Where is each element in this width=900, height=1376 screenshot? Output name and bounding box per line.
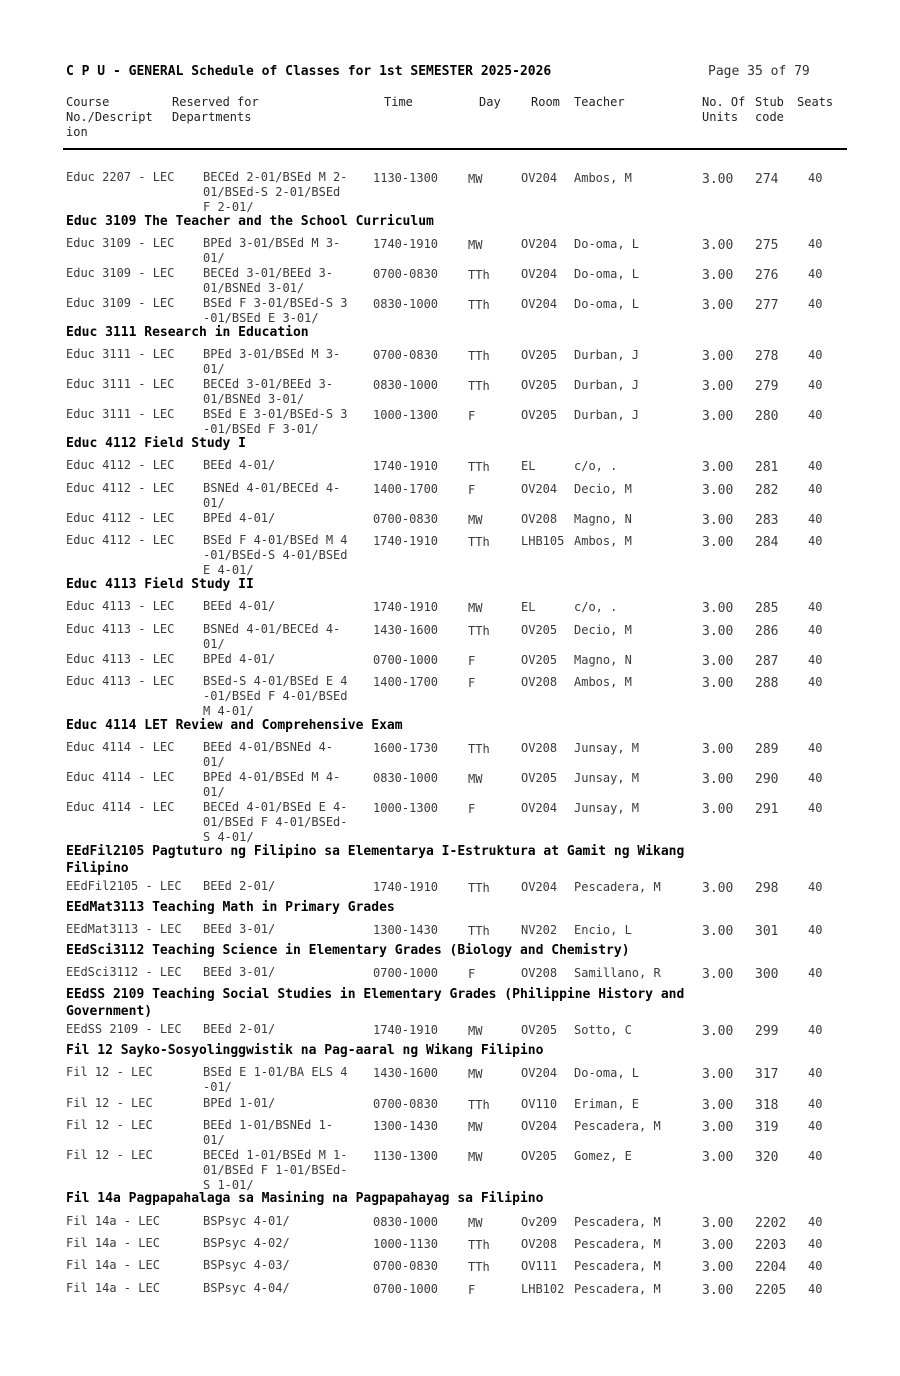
row-course-no: Fil 14a - LEC — [66, 1281, 160, 1295]
row-class-day: MW — [468, 238, 483, 252]
row-reserved-departments: BPEd 3-01/BSEd M 3- 01/ — [203, 347, 341, 376]
row-stub-code: 279 — [755, 379, 779, 394]
row-stub-code: 283 — [755, 513, 779, 528]
row-course-no: EEdSS 2109 - LEC — [66, 1022, 182, 1036]
col-header-seats: Seats — [797, 95, 834, 109]
row-seats: 40 — [808, 1282, 823, 1296]
row-class-day: TTh — [468, 742, 490, 756]
row-class-time: 0830-1000 — [373, 378, 439, 392]
row-stub-code: 290 — [755, 772, 779, 787]
col-header-day: Day — [479, 95, 501, 109]
row-reserved-departments: BPEd 1-01/ — [203, 1096, 276, 1110]
row-seats: 40 — [808, 297, 823, 311]
row-course-no: Fil 12 - LEC — [66, 1118, 153, 1132]
row-reserved-departments: BEEd 4-01/BSNEd 4- 01/ — [203, 740, 334, 769]
col-header-reserved: Reserved for Departments — [172, 95, 259, 124]
row-seats: 40 — [808, 237, 823, 251]
row-reserved-departments: BEEd 4-01/ — [203, 599, 276, 613]
row-room: OV205 — [521, 378, 558, 392]
course-section-title: Educ 3111 Research in Education — [66, 325, 309, 340]
page-number: Page 35 of 79 — [708, 64, 810, 79]
row-teacher: Pescadera, M — [574, 880, 661, 894]
row-class-time: 1300-1430 — [373, 923, 439, 937]
row-units: 3.00 — [702, 1238, 734, 1253]
row-course-no: Educ 4114 - LEC — [66, 800, 175, 814]
row-room: OV204 — [521, 1066, 558, 1080]
row-room: OV204 — [521, 482, 558, 496]
row-seats: 40 — [808, 741, 823, 755]
row-teacher: Do-oma, L — [574, 1066, 640, 1080]
row-units: 3.00 — [702, 238, 734, 253]
row-room: NV202 — [521, 923, 558, 937]
row-room: LHB102 — [521, 1282, 565, 1296]
row-reserved-departments: BEEd 2-01/ — [203, 1022, 276, 1036]
row-seats: 40 — [808, 1066, 823, 1080]
row-stub-code: 319 — [755, 1120, 779, 1135]
row-course-no: Fil 12 - LEC — [66, 1065, 153, 1079]
row-teacher: Do-oma, L — [574, 267, 640, 281]
row-seats: 40 — [808, 1023, 823, 1037]
row-class-day: F — [468, 676, 476, 690]
row-class-time: 1000-1300 — [373, 408, 439, 422]
row-class-time: 1400-1700 — [373, 675, 439, 689]
row-stub-code: 281 — [755, 460, 779, 475]
row-room: OV204 — [521, 171, 558, 185]
row-course-no: EEdSci3112 - LEC — [66, 965, 182, 979]
row-units: 3.00 — [702, 742, 734, 757]
row-units: 3.00 — [702, 924, 734, 939]
row-room: OV208 — [521, 1237, 558, 1251]
course-section-title: EEdSS 2109 Teaching Social Studies in Elementary Grades (Philippine History and Government) — [66, 987, 685, 1019]
row-reserved-departments: BECEd 3-01/BEEd 3- 01/BSNEd 3-01/ — [203, 266, 334, 295]
col-header-units: No. Of Units — [702, 95, 746, 124]
row-course-no: Educ 2207 - LEC — [66, 170, 175, 184]
row-class-time: 1000-1300 — [373, 801, 439, 815]
row-stub-code: 2205 — [755, 1283, 787, 1298]
row-course-no: Fil 12 - LEC — [66, 1096, 153, 1110]
row-course-no: Educ 3109 - LEC — [66, 296, 175, 310]
row-class-time: 1740-1910 — [373, 459, 439, 473]
col-header-time: Time — [384, 95, 413, 109]
row-units: 3.00 — [702, 483, 734, 498]
row-teacher: Do-oma, L — [574, 297, 640, 311]
row-stub-code: 275 — [755, 238, 779, 253]
row-reserved-departments: BPEd 4-01/BSEd M 4- 01/ — [203, 770, 341, 799]
row-teacher: Pescadera, M — [574, 1259, 661, 1273]
row-reserved-departments: BSPsyc 4-01/ — [203, 1214, 290, 1228]
row-units: 3.00 — [702, 1283, 734, 1298]
row-course-no: Educ 4113 - LEC — [66, 674, 175, 688]
row-seats: 40 — [808, 1237, 823, 1251]
row-class-day: TTh — [468, 268, 490, 282]
row-stub-code: 277 — [755, 298, 779, 313]
row-class-time: 1430-1600 — [373, 1066, 439, 1080]
row-units: 3.00 — [702, 676, 734, 691]
row-class-day: TTh — [468, 624, 490, 638]
row-units: 3.00 — [702, 409, 734, 424]
row-course-no: Educ 4114 - LEC — [66, 740, 175, 754]
row-class-time: 1600-1730 — [373, 741, 439, 755]
row-teacher: Junsay, M — [574, 771, 640, 785]
row-reserved-departments: BECEd 1-01/BSEd M 1- 01/BSEd F 1-01/BSEd- S 1-01/ — [203, 1148, 348, 1192]
col-header-room: Room — [531, 95, 560, 109]
row-stub-code: 318 — [755, 1098, 779, 1113]
row-seats: 40 — [808, 348, 823, 362]
row-stub-code: 317 — [755, 1067, 779, 1082]
row-seats: 40 — [808, 1119, 823, 1133]
col-header-stub: Stub code — [755, 95, 784, 124]
row-reserved-departments: BECEd 2-01/BSEd M 2- 01/BSEd-S 2-01/BSEd F 2-01/ — [203, 170, 348, 214]
row-room: OV205 — [521, 623, 558, 637]
row-teacher: Encio, L — [574, 923, 632, 937]
row-reserved-departments: BPEd 3-01/BSEd M 3- 01/ — [203, 236, 341, 265]
row-reserved-departments: BECEd 4-01/BSEd E 4- 01/BSEd F 4-01/BSEd- S 4-01/ — [203, 800, 348, 844]
row-teacher: Pescadera, M — [574, 1237, 661, 1251]
row-reserved-departments: BSEd E 1-01/BA ELS 4 -01/ — [203, 1065, 348, 1094]
row-teacher: Magno, N — [574, 512, 632, 526]
row-class-time: 0700-0830 — [373, 1259, 439, 1273]
row-course-no: Fil 12 - LEC — [66, 1148, 153, 1162]
row-seats: 40 — [808, 267, 823, 281]
row-course-no: Educ 4113 - LEC — [66, 599, 175, 613]
row-class-time: 1740-1910 — [373, 237, 439, 251]
row-stub-code: 291 — [755, 802, 779, 817]
row-seats: 40 — [808, 923, 823, 937]
row-stub-code: 274 — [755, 172, 779, 187]
row-units: 3.00 — [702, 1120, 734, 1135]
row-seats: 40 — [808, 600, 823, 614]
row-course-no: Educ 3109 - LEC — [66, 236, 175, 250]
row-room: OV204 — [521, 801, 558, 815]
row-room: OV208 — [521, 741, 558, 755]
row-class-time: 0700-1000 — [373, 1282, 439, 1296]
row-stub-code: 286 — [755, 624, 779, 639]
row-room: EL — [521, 459, 536, 473]
row-course-no: Fil 14a - LEC — [66, 1236, 160, 1250]
row-units: 3.00 — [702, 1067, 734, 1082]
row-reserved-departments: BEEd 3-01/ — [203, 965, 276, 979]
row-seats: 40 — [808, 653, 823, 667]
row-class-day: F — [468, 967, 476, 981]
row-stub-code: 288 — [755, 676, 779, 691]
row-teacher: Sotto, C — [574, 1023, 632, 1037]
row-reserved-departments: BSPsyc 4-02/ — [203, 1236, 290, 1250]
row-course-no: EEdMat3113 - LEC — [66, 922, 182, 936]
row-class-day: TTh — [468, 535, 490, 549]
row-units: 3.00 — [702, 772, 734, 787]
row-room: OV111 — [521, 1259, 558, 1273]
row-course-no: Educ 4114 - LEC — [66, 770, 175, 784]
row-room: OV205 — [521, 1023, 558, 1037]
col-header-teacher: Teacher — [574, 95, 625, 109]
row-seats: 40 — [808, 1149, 823, 1163]
row-room: OV205 — [521, 408, 558, 422]
row-stub-code: 300 — [755, 967, 779, 982]
row-room: LHB105 — [521, 534, 565, 548]
row-units: 3.00 — [702, 802, 734, 817]
row-class-time: 0700-1000 — [373, 966, 439, 980]
course-section-title: EEdFil2105 Pagtuturo ng Filipino sa Elementarya I-Estruktura at Gamit ng Wikang Filipino — [66, 844, 685, 876]
row-class-day: TTh — [468, 881, 490, 895]
row-class-time: 0700-1000 — [373, 653, 439, 667]
row-class-time: 0830-1000 — [373, 297, 439, 311]
row-course-no: Educ 4112 - LEC — [66, 511, 175, 525]
row-reserved-departments: BEEd 3-01/ — [203, 922, 276, 936]
row-stub-code: 280 — [755, 409, 779, 424]
row-teacher: c/o, . — [574, 600, 618, 614]
row-class-day: MW — [468, 772, 483, 786]
row-class-time: 1300-1430 — [373, 1119, 439, 1133]
row-teacher: Durban, J — [574, 378, 640, 392]
col-header-course: Course No./Descript ion — [66, 95, 153, 139]
row-class-time: 1130-1300 — [373, 171, 439, 185]
row-class-time: 0700-0830 — [373, 267, 439, 281]
course-section-title: Educ 4114 LET Review and Comprehensive Exam — [66, 718, 403, 733]
row-class-time: 0700-0830 — [373, 1097, 439, 1111]
row-reserved-departments: BECEd 3-01/BEEd 3- 01/BSNEd 3-01/ — [203, 377, 334, 406]
row-stub-code: 299 — [755, 1024, 779, 1039]
row-reserved-departments: BSEd F 3-01/BSEd-S 3 -01/BSEd E 3-01/ — [203, 296, 348, 325]
row-teacher: Junsay, M — [574, 801, 640, 815]
row-class-day: MW — [468, 601, 483, 615]
row-course-no: Educ 4113 - LEC — [66, 622, 175, 636]
row-class-day: TTh — [468, 298, 490, 312]
row-reserved-departments: BEEd 2-01/ — [203, 879, 276, 893]
row-reserved-departments: BSPsyc 4-04/ — [203, 1281, 290, 1295]
row-course-no: Educ 4112 - LEC — [66, 458, 175, 472]
row-stub-code: 2202 — [755, 1216, 787, 1231]
row-stub-code: 2203 — [755, 1238, 787, 1253]
row-reserved-departments: BSPsyc 4-03/ — [203, 1258, 290, 1272]
row-stub-code: 298 — [755, 881, 779, 896]
course-section-title: Educ 4113 Field Study II — [66, 577, 254, 592]
row-class-day: MW — [468, 1150, 483, 1164]
page-title: C P U - GENERAL Schedule of Classes for 1st SEMESTER 2025-2026 — [66, 64, 552, 79]
row-class-day: TTh — [468, 1238, 490, 1252]
row-units: 3.00 — [702, 601, 734, 616]
row-seats: 40 — [808, 623, 823, 637]
row-room: OV110 — [521, 1097, 558, 1111]
course-section-title: Educ 3109 The Teacher and the School Curriculum — [66, 214, 434, 229]
row-class-time: 1740-1910 — [373, 534, 439, 548]
row-teacher: Ambos, M — [574, 534, 632, 548]
row-class-time: 0830-1000 — [373, 1215, 439, 1229]
row-units: 3.00 — [702, 1260, 734, 1275]
row-class-day: F — [468, 654, 476, 668]
row-seats: 40 — [808, 512, 823, 526]
row-course-no: Educ 4113 - LEC — [66, 652, 175, 666]
row-reserved-departments: BPEd 4-01/ — [203, 511, 276, 525]
row-seats: 40 — [808, 675, 823, 689]
row-class-day: F — [468, 802, 476, 816]
row-teacher: Eriman, E — [574, 1097, 640, 1111]
row-units: 3.00 — [702, 379, 734, 394]
row-course-no: Educ 3111 - LEC — [66, 347, 175, 361]
row-class-day: MW — [468, 1024, 483, 1038]
row-room: OV204 — [521, 297, 558, 311]
row-reserved-departments: BSNEd 4-01/BECEd 4- 01/ — [203, 481, 341, 510]
row-units: 3.00 — [702, 1024, 734, 1039]
row-class-time: 1740-1910 — [373, 1023, 439, 1037]
row-class-time: 0700-0830 — [373, 512, 439, 526]
row-seats: 40 — [808, 171, 823, 185]
row-seats: 40 — [808, 482, 823, 496]
row-seats: 40 — [808, 534, 823, 548]
row-stub-code: 284 — [755, 535, 779, 550]
row-units: 3.00 — [702, 1216, 734, 1231]
row-teacher: Pescadera, M — [574, 1119, 661, 1133]
row-seats: 40 — [808, 459, 823, 473]
row-seats: 40 — [808, 801, 823, 815]
row-class-time: 1430-1600 — [373, 623, 439, 637]
row-units: 3.00 — [702, 460, 734, 475]
row-course-no: Educ 3109 - LEC — [66, 266, 175, 280]
row-seats: 40 — [808, 1215, 823, 1229]
row-units: 3.00 — [702, 298, 734, 313]
row-teacher: Ambos, M — [574, 675, 632, 689]
row-class-time: 1740-1910 — [373, 880, 439, 894]
row-teacher: Junsay, M — [574, 741, 640, 755]
row-units: 3.00 — [702, 535, 734, 550]
row-room: OV204 — [521, 1119, 558, 1133]
row-units: 3.00 — [702, 268, 734, 283]
row-class-day: MW — [468, 1067, 483, 1081]
row-class-day: F — [468, 409, 476, 423]
row-room: OV208 — [521, 966, 558, 980]
row-teacher: Gomez, E — [574, 1149, 632, 1163]
row-class-day: TTh — [468, 1098, 490, 1112]
row-teacher: Decio, M — [574, 482, 632, 496]
row-class-day: F — [468, 483, 476, 497]
row-seats: 40 — [808, 1097, 823, 1111]
row-teacher: Pescadera, M — [574, 1282, 661, 1296]
course-section-title: EEdMat3113 Teaching Math in Primary Grades — [66, 900, 395, 915]
row-course-no: Fil 14a - LEC — [66, 1258, 160, 1272]
row-units: 3.00 — [702, 967, 734, 982]
row-class-day: TTh — [468, 349, 490, 363]
row-teacher: c/o, . — [574, 459, 618, 473]
row-class-time: 0830-1000 — [373, 771, 439, 785]
row-class-day: F — [468, 1283, 476, 1297]
row-teacher: Do-oma, L — [574, 237, 640, 251]
row-reserved-departments: BEEd 4-01/ — [203, 458, 276, 472]
row-units: 3.00 — [702, 654, 734, 669]
row-class-time: 1740-1910 — [373, 600, 439, 614]
row-room: OV208 — [521, 675, 558, 689]
row-class-day: TTh — [468, 460, 490, 474]
row-course-no: Educ 4112 - LEC — [66, 481, 175, 495]
row-reserved-departments: BSNEd 4-01/BECEd 4- 01/ — [203, 622, 341, 651]
row-class-time: 1130-1300 — [373, 1149, 439, 1163]
row-stub-code: 2204 — [755, 1260, 787, 1275]
row-reserved-departments: BSEd E 3-01/BSEd-S 3 -01/BSEd F 3-01/ — [203, 407, 348, 436]
row-room: OV204 — [521, 267, 558, 281]
row-class-time: 0700-0830 — [373, 348, 439, 362]
row-class-day: TTh — [468, 924, 490, 938]
row-teacher: Decio, M — [574, 623, 632, 637]
row-room: OV205 — [521, 653, 558, 667]
row-stub-code: 276 — [755, 268, 779, 283]
row-room: OV204 — [521, 880, 558, 894]
row-seats: 40 — [808, 1259, 823, 1273]
row-course-no: Fil 14a - LEC — [66, 1214, 160, 1228]
row-room: OV208 — [521, 512, 558, 526]
header-divider — [63, 148, 847, 150]
row-units: 3.00 — [702, 624, 734, 639]
row-teacher: Ambos, M — [574, 171, 632, 185]
row-stub-code: 320 — [755, 1150, 779, 1165]
row-class-day: MW — [468, 1216, 483, 1230]
row-room: EL — [521, 600, 536, 614]
row-class-day: TTh — [468, 379, 490, 393]
row-units: 3.00 — [702, 1098, 734, 1113]
row-seats: 40 — [808, 378, 823, 392]
row-class-day: TTh — [468, 1260, 490, 1274]
row-class-day: MW — [468, 513, 483, 527]
row-stub-code: 285 — [755, 601, 779, 616]
row-room: OV205 — [521, 771, 558, 785]
row-reserved-departments: BPEd 4-01/ — [203, 652, 276, 666]
row-course-no: Educ 3111 - LEC — [66, 377, 175, 391]
row-room: Ov209 — [521, 1215, 558, 1229]
row-stub-code: 287 — [755, 654, 779, 669]
row-seats: 40 — [808, 771, 823, 785]
row-units: 3.00 — [702, 349, 734, 364]
row-seats: 40 — [808, 408, 823, 422]
row-room: OV204 — [521, 237, 558, 251]
course-section-title: Educ 4112 Field Study I — [66, 436, 247, 451]
row-stub-code: 282 — [755, 483, 779, 498]
row-units: 3.00 — [702, 513, 734, 528]
row-units: 3.00 — [702, 881, 734, 896]
row-reserved-departments: BEEd 1-01/BSNEd 1- 01/ — [203, 1118, 334, 1147]
row-stub-code: 301 — [755, 924, 779, 939]
row-stub-code: 289 — [755, 742, 779, 757]
row-seats: 40 — [808, 966, 823, 980]
course-section-title: Fil 14a Pagpapahalaga sa Masining na Pagpapahayag sa Filipino — [66, 1191, 544, 1206]
row-teacher: Durban, J — [574, 408, 640, 422]
row-teacher: Magno, N — [574, 653, 632, 667]
row-course-no: EEdFil2105 - LEC — [66, 879, 182, 893]
row-seats: 40 — [808, 880, 823, 894]
course-section-title: Fil 12 Sayko-Sosyolinggwistik na Pag-aaral ng Wikang Filipino — [66, 1043, 544, 1058]
row-teacher: Durban, J — [574, 348, 640, 362]
row-teacher: Samillano, R — [574, 966, 661, 980]
row-units: 3.00 — [702, 172, 734, 187]
row-class-day: MW — [468, 1120, 483, 1134]
row-class-day: MW — [468, 172, 483, 186]
row-teacher: Pescadera, M — [574, 1215, 661, 1229]
row-class-time: 1400-1700 — [373, 482, 439, 496]
row-course-no: Educ 4112 - LEC — [66, 533, 175, 547]
course-section-title: EEdSci3112 Teaching Science in Elementary Grades (Biology and Chemistry) — [66, 943, 630, 958]
row-class-time: 1000-1130 — [373, 1237, 439, 1251]
row-course-no: Educ 3111 - LEC — [66, 407, 175, 421]
row-reserved-departments: BSEd F 4-01/BSEd M 4 -01/BSEd-S 4-01/BSEd E 4-01/ — [203, 533, 348, 577]
row-reserved-departments: BSEd-S 4-01/BSEd E 4 -01/BSEd F 4-01/BSEd M 4-01/ — [203, 674, 348, 718]
row-room: OV205 — [521, 1149, 558, 1163]
row-units: 3.00 — [702, 1150, 734, 1165]
row-room: OV205 — [521, 348, 558, 362]
row-stub-code: 278 — [755, 349, 779, 364]
